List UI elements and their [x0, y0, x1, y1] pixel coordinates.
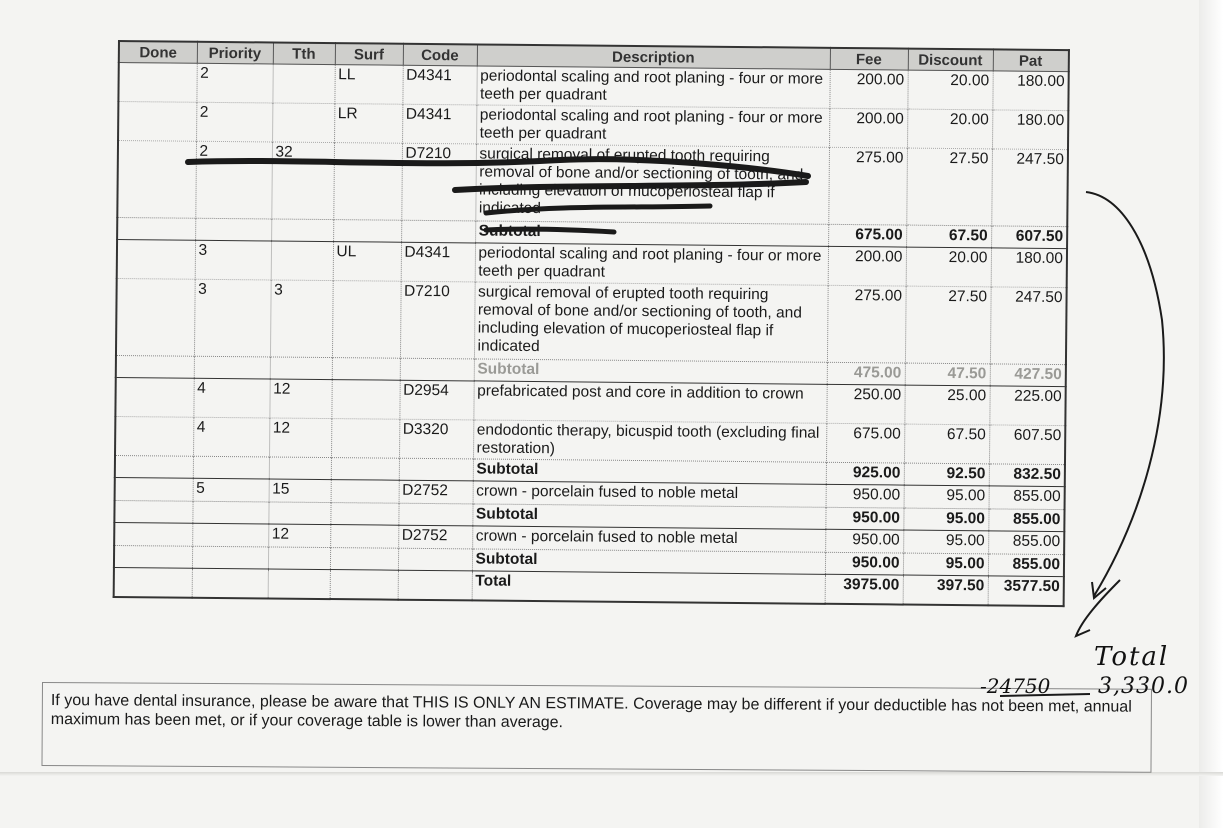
cell-discount: 20.00 [907, 70, 992, 110]
subtotal-discount: 47.50 [905, 363, 990, 386]
cell-done [118, 63, 196, 103]
subtotal-pat: 427.50 [990, 364, 1066, 387]
cell-code: D4341 [401, 242, 475, 282]
arrow-head-1 [1092, 582, 1106, 598]
cell-done [115, 377, 193, 417]
header-done: Done [119, 41, 197, 63]
cell-fee: 275.00 [828, 147, 907, 225]
total-label: Total [472, 571, 825, 604]
cell-done [116, 278, 195, 356]
cell-pat: 607.50 [989, 425, 1065, 465]
cell-done [114, 522, 192, 546]
subtotal-fee: 675.00 [828, 224, 906, 247]
cell-code: D2752 [398, 525, 472, 549]
subtotal-label: Subtotal [473, 459, 826, 484]
subtotal-fee: 950.00 [825, 552, 903, 575]
cell-surf: LL [334, 65, 402, 105]
cell-done [117, 141, 196, 219]
header-code: Code [403, 44, 477, 66]
cell-code: D4341 [402, 104, 476, 144]
cell-surf [330, 525, 398, 549]
cell-tth: 32 [271, 142, 334, 220]
subtotal-label: Subtotal [474, 359, 827, 384]
cell-discount: 67.50 [904, 424, 989, 464]
cell-pat: 180.00 [991, 248, 1067, 288]
cell-surf [331, 419, 399, 459]
cell-tth [272, 103, 334, 143]
subtotal-fee: 950.00 [825, 507, 903, 530]
subtotal-fee: 925.00 [826, 462, 904, 485]
cell-fee: 275.00 [827, 285, 906, 363]
cell-surf: UL [333, 242, 401, 282]
header-surf: Surf [335, 43, 403, 65]
estimate-sheet [113, 40, 1068, 607]
cell-tth: 12 [268, 524, 330, 548]
cell-done [115, 477, 193, 501]
cell-pat: 180.00 [992, 110, 1068, 150]
cell-discount: 20.00 [907, 109, 992, 149]
cell-priority: 4 [193, 378, 269, 418]
table-row [116, 278, 1067, 364]
cell-fee: 200.00 [828, 246, 906, 286]
cell-pat: 855.00 [989, 486, 1065, 510]
table-row-crossed-out [117, 141, 1068, 227]
cell-description: prefabricated post and core in addition to crown [473, 381, 826, 423]
subtotal-fee: 475.00 [827, 362, 905, 385]
handwritten-total-label: Total [1094, 642, 1170, 672]
subtotal-label: Subtotal [475, 221, 828, 246]
cell-discount: 20.00 [906, 247, 991, 287]
cell-discount: 25.00 [904, 385, 989, 425]
cell-tth: 15 [269, 479, 331, 503]
cell-code: D4341 [402, 65, 476, 105]
cell-tth [272, 64, 334, 104]
cell-discount: 95.00 [903, 530, 988, 554]
subtotal-discount: 92.50 [904, 463, 989, 486]
cell-surf [332, 281, 401, 359]
cell-code: D3320 [399, 419, 473, 459]
cell-tth: 3 [270, 280, 333, 358]
cell-fee: 675.00 [826, 423, 904, 463]
header-discount: Discount [908, 49, 993, 71]
total-fee: 3975.00 [825, 574, 903, 604]
cell-discount: 27.50 [905, 286, 991, 364]
cell-done [115, 416, 193, 456]
cell-priority [192, 523, 268, 547]
subtotal-discount: 67.50 [906, 225, 991, 248]
cell-surf [331, 480, 399, 504]
cell-fee: 200.00 [829, 108, 907, 148]
arrow-head-2 [1076, 580, 1120, 636]
header-priority: Priority [197, 42, 273, 64]
cell-pat: 247.50 [990, 287, 1067, 365]
cell-priority: 2 [195, 141, 272, 219]
cell-discount: 95.00 [904, 485, 989, 509]
cell-pat: 180.00 [992, 71, 1068, 111]
cell-fee: 950.00 [826, 484, 904, 508]
cell-description: surgical removal of erupted tooth requiring removal of bone and/or sectioning of tooth, and including elevation of mucoperiosteal flap if indicated [474, 282, 828, 362]
paper-fold [0, 772, 1223, 776]
header-tth: Tth [273, 42, 335, 64]
cell-fee: 250.00 [826, 384, 904, 424]
cell-code: D7210 [401, 143, 476, 221]
cell-description: surgical removal of erupted tooth requiring removal of bone and/or sectioning of tooth, and including elevation of mucoperiosteal flap if indicated [475, 144, 829, 224]
cell-code: D7210 [400, 281, 475, 359]
cell-priority: 3 [195, 240, 271, 280]
cell-discount: 27.50 [906, 148, 992, 226]
cell-pat: 247.50 [991, 149, 1068, 227]
subtotal-pat: 855.00 [988, 509, 1064, 532]
insurance-notice: If you have dental insurance, please be aware that THIS IS ONLY AN ESTIMATE. Coverage may be different if your deductible has not been met, annual maximum has been met, or if your coverage table is lower than average. [41, 682, 1151, 773]
scan-edge [1199, 0, 1223, 828]
cell-surf [331, 380, 399, 420]
cell-pat: 225.00 [989, 386, 1065, 426]
cell-tth [271, 241, 333, 281]
cell-pat: 855.00 [988, 531, 1064, 555]
cell-code: D2752 [399, 480, 473, 504]
cell-surf: LR [334, 104, 402, 144]
cell-done [118, 102, 196, 142]
cell-description: periodontal scaling and root planing - four or more teeth per quadrant [475, 243, 828, 285]
cell-priority: 4 [193, 417, 269, 457]
cell-tth: 12 [269, 379, 331, 419]
subtotal-discount: 95.00 [903, 553, 988, 576]
subtotal-label: Subtotal [472, 504, 825, 529]
cell-code: D2954 [399, 380, 473, 420]
cell-tth: 12 [269, 418, 331, 458]
curved-arrow [1086, 192, 1164, 596]
cell-fee: 950.00 [825, 529, 903, 553]
estimate-table [113, 40, 1070, 607]
cell-fee: 200.00 [829, 69, 907, 109]
total-discount: 397.50 [903, 575, 988, 605]
cell-description: crown - porcelain fused to noble metal [472, 526, 825, 552]
cell-done [117, 240, 195, 280]
cell-priority: 2 [196, 63, 272, 103]
header-fee: Fee [830, 48, 908, 70]
cell-description: periodontal scaling and root planing - four or more teeth per quadrant [476, 66, 829, 108]
subtotal-label: Subtotal [472, 549, 825, 574]
cell-description: periodontal scaling and root planing - four or more teeth per quadrant [476, 105, 829, 147]
cell-description: endodontic therapy, bicuspid tooth (excluding final restoration) [473, 420, 826, 462]
cell-description: crown - porcelain fused to noble metal [473, 481, 826, 507]
cell-priority: 5 [193, 478, 269, 502]
handwritten-minus-value: -24750 [980, 674, 1051, 698]
subtotal-pat: 607.50 [991, 226, 1067, 249]
header-pat: Pat [993, 49, 1069, 71]
cell-priority: 3 [194, 279, 271, 357]
subtotal-discount: 95.00 [903, 508, 988, 531]
handwritten-result-value: 3,330.0 [1098, 674, 1189, 699]
total-pat: 3577.50 [988, 576, 1064, 606]
subtotal-pat: 832.50 [989, 464, 1065, 487]
subtotal-pat: 855.00 [988, 554, 1064, 577]
header-description: Description [477, 44, 830, 69]
cell-priority: 2 [196, 102, 272, 142]
cell-surf [333, 143, 402, 221]
